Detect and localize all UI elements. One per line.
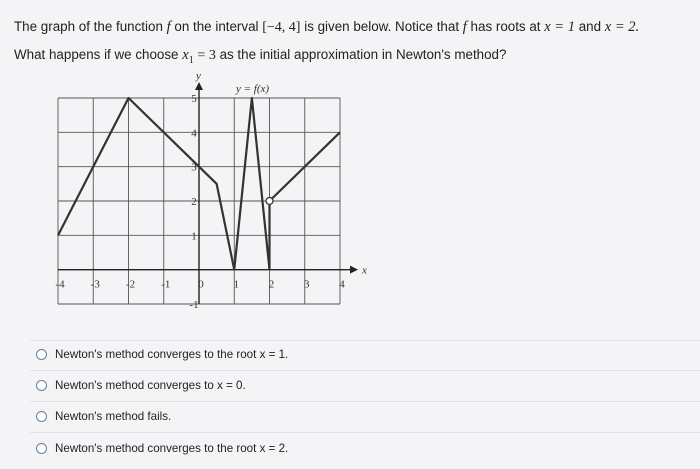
- y-tick-label: 3: [191, 161, 197, 174]
- option-label: Newton's method converges to x = 0.: [55, 378, 246, 392]
- x-tick-label: -2: [125, 278, 136, 291]
- question-text: is given below. Notice that: [304, 19, 460, 34]
- x-tick-label: -4: [55, 278, 65, 291]
- x-axis-label: x: [362, 264, 367, 277]
- question-text: has roots at: [470, 19, 541, 34]
- axes: [58, 82, 358, 304]
- curve-label: y = f(x): [236, 83, 270, 95]
- x-tick-label: -3: [90, 278, 100, 291]
- radio-button[interactable]: [36, 380, 47, 391]
- radio-button[interactable]: [36, 443, 47, 454]
- math-f: f: [462, 19, 467, 35]
- x-tick-label: 0: [198, 278, 204, 291]
- question-text: as the initial approximation in Newton's method?: [219, 47, 507, 62]
- question-line-2: [14, 46, 506, 70]
- math-initial-value: = 3: [197, 48, 216, 63]
- tick-labels: [55, 93, 345, 311]
- y-tick-label: -1: [189, 299, 199, 311]
- option-label: Newton's method fails.: [55, 409, 172, 423]
- math-root-2: x = 2.: [604, 19, 640, 35]
- y-tick-label: 4: [191, 127, 197, 140]
- option-converges-root-1[interactable]: [36, 344, 288, 364]
- math-interval: [−4, 4]: [262, 20, 301, 35]
- question-text: The graph of the function: [14, 19, 163, 34]
- y-tick-label: 1: [191, 230, 197, 243]
- y-tick-label: 5: [191, 93, 197, 105]
- x-axis-arrow: [350, 266, 358, 274]
- radio-button[interactable]: [36, 411, 47, 422]
- x-tick-label: 4: [339, 278, 345, 291]
- function-graph: [42, 70, 372, 320]
- radio-button[interactable]: [36, 349, 47, 360]
- open-point: [266, 198, 273, 205]
- option-fails[interactable]: [36, 406, 171, 426]
- x-tick-label: 2: [268, 278, 275, 291]
- x-tick-label: 1: [233, 278, 239, 291]
- math-root-1: x = 1: [544, 19, 575, 35]
- question-line-1: [14, 18, 639, 37]
- option-converges-zero[interactable]: [36, 375, 246, 395]
- option-label: Newton's method converges to the root x = 2.: [55, 441, 289, 455]
- question-text: on the interval: [174, 19, 259, 34]
- x-tick-label: 3: [304, 278, 310, 291]
- math-x1: $x_1$: [182, 47, 194, 66]
- option-label: Newton's method converges to the root x = 1.: [55, 347, 289, 361]
- y-axis-arrow: [195, 82, 203, 90]
- divider: [30, 401, 700, 402]
- question-text: and: [578, 19, 602, 34]
- option-converges-root-2[interactable]: [36, 438, 288, 458]
- question-text: What happens if we choose: [14, 47, 179, 62]
- divider: [30, 340, 700, 341]
- y-axis-label: y: [196, 70, 201, 82]
- x-tick-label: -1: [161, 278, 171, 291]
- divider: [30, 370, 700, 371]
- math-f: f: [166, 19, 171, 35]
- divider: [30, 432, 700, 433]
- y-tick-label: 2: [191, 196, 197, 208]
